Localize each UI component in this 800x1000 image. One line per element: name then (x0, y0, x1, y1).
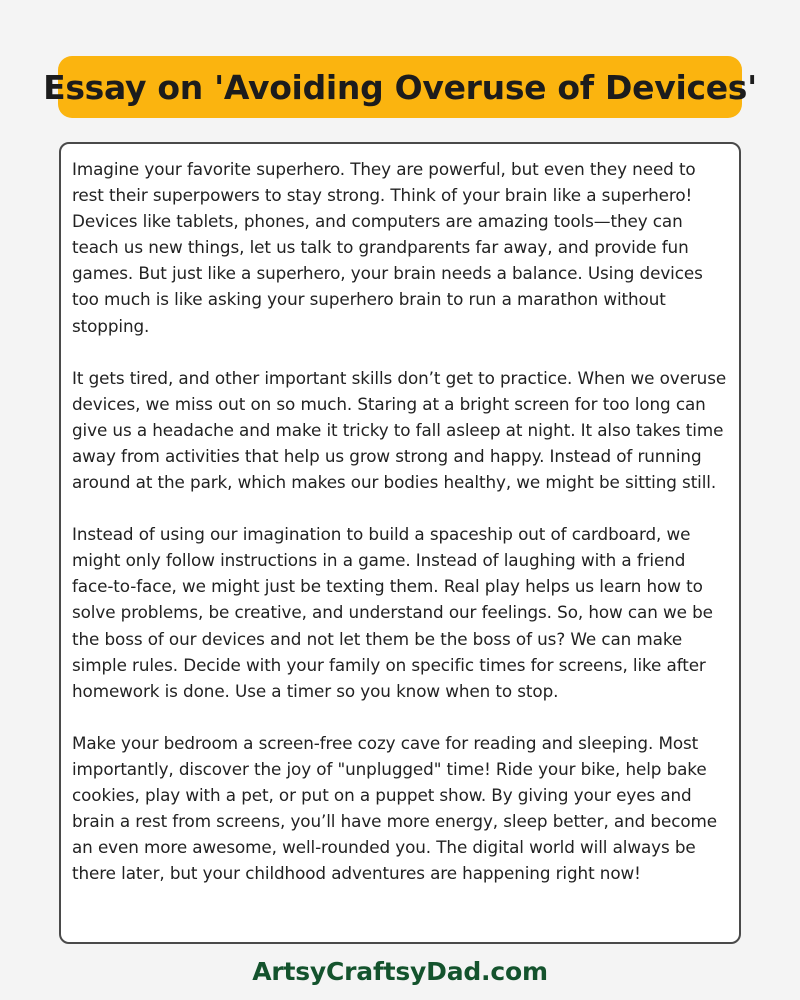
page-title: Essay on 'Avoiding Overuse of Devices' (43, 67, 757, 107)
footer-website: ArtsyCraftsyDad.com (252, 957, 548, 986)
essay-paragraph-3: Instead of using our imagination to build a spaceship out of cardboard, we might only follow instructions in a game. Instead of laughing with a friend face-to-face, we might just be texting them. Real play helps us learn how to solve problems, be creative, and understand our feelings. So, how can we be the boss of our devices and not let them be the boss of us? We can make simple rules. Decide with your family on specific times for screens, like after homework is done. Use a timer so you know when to stop. (72, 524, 713, 701)
essay-paragraph-4: Make your bedroom a screen-free cozy cave for reading and sleeping. Most importantly, discover the joy of "unplugged" time! Ride your bike, help bake cookies, play with a pet, or put on a puppet show. By giving your eyes and brain a rest from screens, you’ll have more energy, sleep better, and become an even more awesome, well-rounded you. The digital world will always be there later, but your childhood adventures are happening right now! (72, 732, 717, 884)
title-banner (43, 56, 757, 118)
essay-box (59, 142, 741, 944)
essay-paragraph-2: It gets tired, and other important skills don’t get to practice. When we overuse devices, we miss out on so much. Staring at a bright screen for too long can give us a headache and make it tricky to fall asleep at night. It also takes time away from activities that help us grow strong and happy. Instead of running around at the park, which makes our bodies healthy, we might be sitting still. (72, 367, 727, 493)
essay-paragraph-1: Imagine your favorite superhero. They are powerful, but even they need to rest their superpowers to stay strong. Think of your brain like a superhero! Devices like tablets, phones, and computers are amazing tools—they can teach us new things, let us talk to grandparents far away, and provide fun games. But just like a superhero, your brain needs a balance. Using devices too much is like asking your superhero brain to run a marathon without stopping. (72, 159, 703, 336)
